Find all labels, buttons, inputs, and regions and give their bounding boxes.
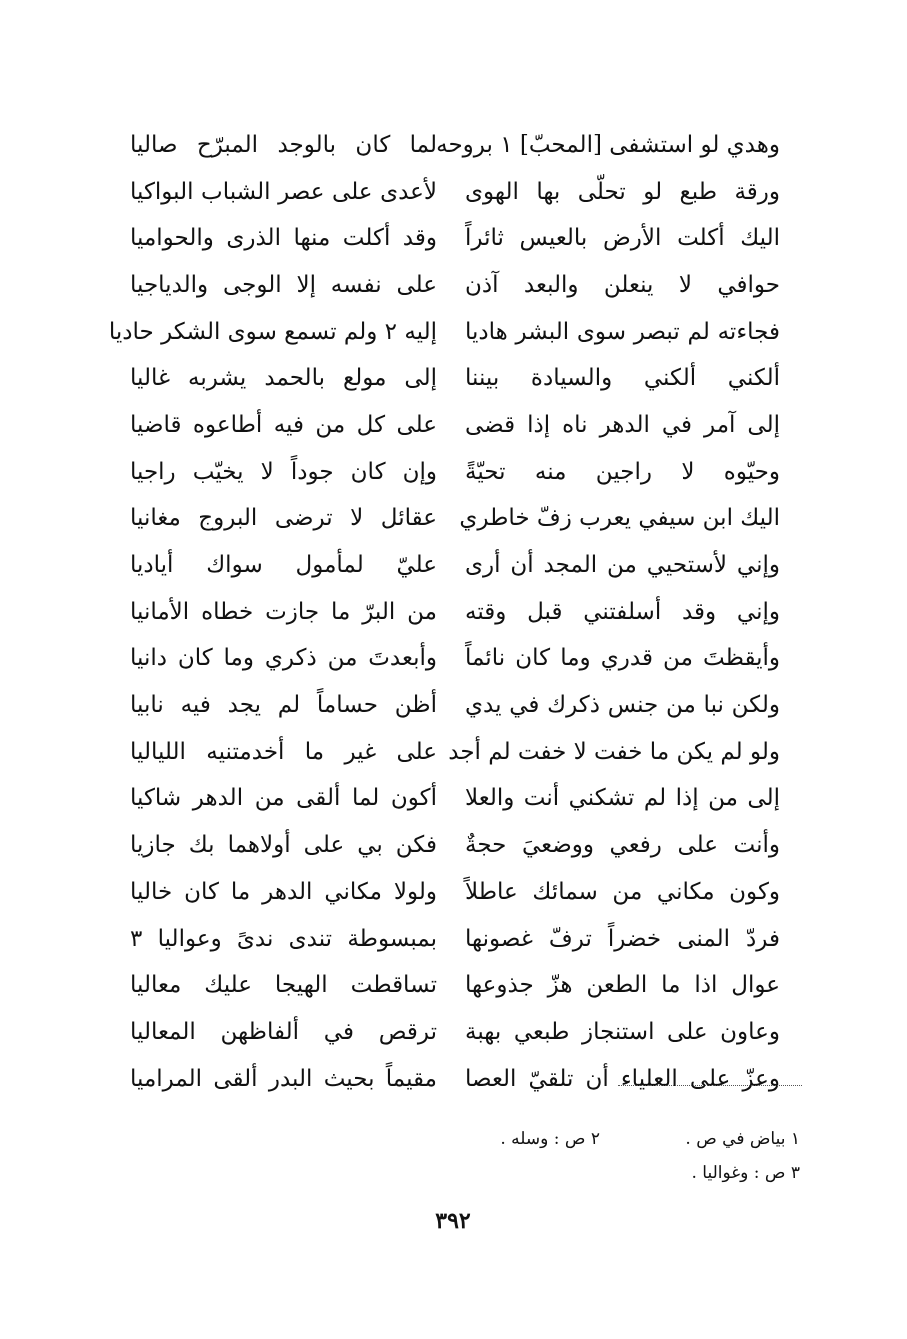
second-hemistich: بمبسوطة تندى ندىً وعواليا ٣ — [130, 925, 437, 952]
poem-body — [108, 122, 780, 1102]
footnote-1: ١ بياض في ص . — [685, 1129, 800, 1149]
second-hemistich: لأعدى على عصر الشباب البواكيا — [130, 178, 437, 205]
verse-line — [130, 1009, 780, 1056]
verse-line — [130, 449, 780, 496]
second-hemistich: وقد أكلت منها الذرى والحواميا — [130, 225, 437, 252]
footnote-row — [430, 1122, 800, 1156]
verse-line — [130, 869, 780, 916]
page-number: ٣٩٢ — [435, 1208, 471, 1234]
verse-line — [130, 402, 780, 449]
footnote-separator — [618, 1085, 802, 1086]
first-hemistich: فردّ المنى خضراً ترفّ غصونها — [465, 925, 780, 952]
footnotes — [430, 1122, 800, 1190]
verse-line — [130, 822, 780, 869]
footnote-2: ٢ ص : وسله . — [500, 1129, 600, 1149]
verse-line — [130, 542, 780, 589]
first-hemistich: وحيّوه لا راجين منه تحيّةً — [465, 458, 780, 485]
second-hemistich: أكون لما ألقى من الدهر شاكيا — [130, 785, 437, 812]
second-hemistich: عقائل لا ترضى البروج مغانيا — [130, 505, 437, 532]
first-hemistich: اليك ابن سيفي يعرب زفّ خاطري — [459, 505, 780, 532]
verse-line — [130, 589, 780, 636]
second-hemistich: على كل من فيه أطاعوه قاضيا — [130, 411, 437, 438]
first-hemistich: وإني وقد أسلفتني قبل وقته — [465, 598, 780, 625]
first-hemistich: ورقة طبع لو تحلّى بها الهوى — [465, 178, 780, 205]
first-hemistich: وكون مكاني من سمائك عاطلاً — [465, 878, 780, 905]
first-hemistich: اليك أكلت الأرض بالعيس ثائراً — [465, 225, 780, 252]
second-hemistich: على نفسه إلا الوجى والدياجيا — [130, 271, 437, 298]
verse-line — [130, 122, 780, 169]
verse-line — [130, 262, 780, 309]
second-hemistich: فكن بي على أولاهما بك جازيا — [130, 832, 437, 859]
second-hemistich: لما كان بالوجد المبرّح صاليا — [130, 131, 437, 158]
first-hemistich: إلى من إذا لم تشكني أنت والعلا — [465, 785, 780, 812]
second-hemistich: على غير ما أخدمتنيه اللياليا — [130, 738, 437, 765]
verse-line — [108, 309, 780, 356]
first-hemistich: عوال اذا ما الطعن هزّ جذوعها — [465, 972, 780, 999]
verse-line — [130, 682, 780, 729]
first-hemistich: فجاءته لم تبصر سوى البشر هاديا — [465, 318, 780, 345]
verse-line — [130, 729, 780, 776]
first-hemistich: إلى آمر في الدهر ناه إذا قضى — [465, 411, 780, 438]
first-hemistich: ولكن نبا من جنس ذكرك في يدي — [465, 692, 780, 719]
second-hemistich: أظن حساماً لم يجد فيه نابيا — [130, 692, 437, 719]
first-hemistich: وأيقظتَ من قدري وما كان نائماً — [465, 645, 780, 672]
first-hemistich: وعاون على استنجاز طبعي بهبة — [465, 1018, 780, 1045]
second-hemistich: تساقطت الهيجا عليك معاليا — [130, 972, 437, 999]
first-hemistich: وعزّ على العلياء أن تلقيّ العصا — [465, 1065, 780, 1092]
first-hemistich: حوافي لا ينعلن والبعد آذن — [465, 271, 780, 298]
verse-line — [130, 636, 780, 683]
second-hemistich: وأبعدتَ من ذكري وما كان دانيا — [130, 645, 437, 672]
verse-line — [130, 776, 780, 823]
first-hemistich: ألكني ألكني والسيادة بيننا — [465, 365, 780, 392]
verse-line — [130, 916, 780, 963]
second-hemistich: مقيماً بحيث البدر ألقى المراميا — [130, 1065, 437, 1092]
second-hemistich: وإن كان جوداً لا يخيّب راجيا — [130, 458, 437, 485]
second-hemistich: ولولا مكاني الدهر ما كان خاليا — [130, 878, 437, 905]
verse-line — [130, 496, 780, 543]
verse-line — [130, 962, 780, 1009]
verse-line — [130, 355, 780, 402]
second-hemistich: من البرّ ما جازت خطاه الأمانيا — [130, 598, 437, 625]
verse-line — [130, 169, 780, 216]
first-hemistich: وهدي لو استشفى [المحبّ] ١ بروحه — [436, 131, 780, 158]
verse-line — [130, 1056, 780, 1103]
first-hemistich: ولو لم يكن ما خفت لا خفت لم أجد — [448, 738, 780, 765]
second-hemistich: عليّ لمأمول سواك أياديا — [130, 552, 437, 579]
first-hemistich: وإني لأستحيي من المجد أن أرى — [465, 552, 780, 579]
verse-line — [130, 215, 780, 262]
second-hemistich: إلى مولع بالحمد يشربه غاليا — [130, 365, 437, 392]
first-hemistich: وأنت على رفعي ووضعيَ حجةٌ — [465, 832, 780, 859]
second-hemistich: ترقص في ألفاظهن المعاليا — [130, 1018, 437, 1045]
footnote-3: ٣ ص : وغواليا . — [691, 1163, 800, 1183]
footnote-row — [430, 1156, 800, 1190]
second-hemistich: إليه ٢ ولم تسمع سوى الشكر حاديا — [108, 318, 437, 345]
